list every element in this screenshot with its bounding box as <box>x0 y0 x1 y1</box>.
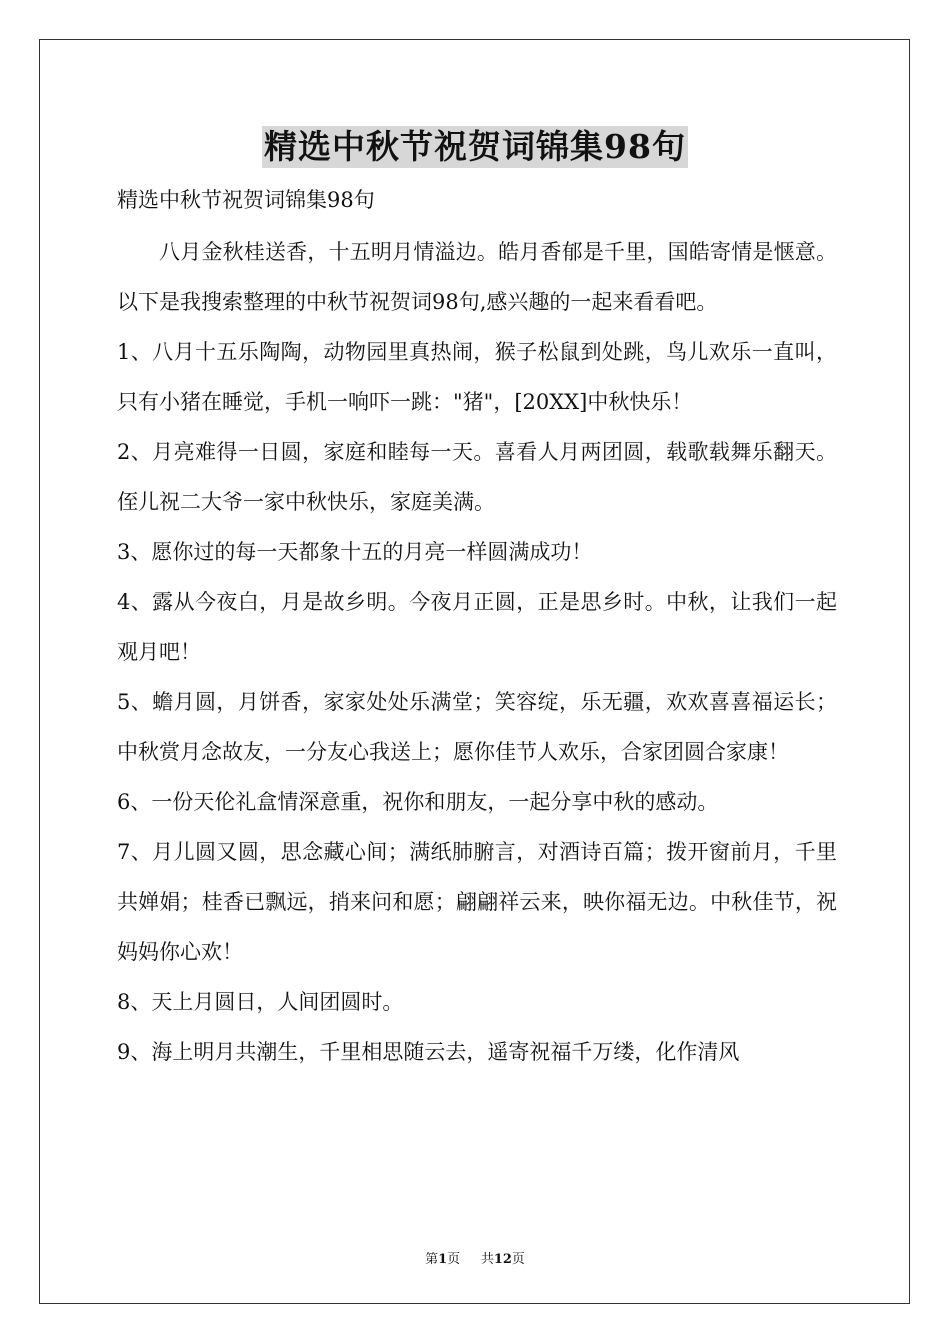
list-item: 5、蟾月圆，月饼香，家家处处乐满堂；笑容绽，乐无疆，欢欢喜喜福运长；中秋赏月念故友，一分友心我送上；愿你佳节人欢乐，合家团圆合家康！ <box>117 690 837 764</box>
list-item: 8、天上月圆日，人间团圆时。 <box>117 990 404 1014</box>
title-container <box>0 126 950 168</box>
list-item: 7、月儿圆又圆，思念藏心间；满纸肺腑言，对酒诗百篇；拨开窗前月，千里共婵娟；桂香已飘远，捎来问和愿；翩翩祥云来，映你福无边。中秋佳节，祝妈妈你心欢！ <box>117 840 837 964</box>
total-prefix: 共 <box>480 1252 494 1267</box>
list-item: 3、愿你过的每一天都象十五的月亮一样圆满成功！ <box>117 540 593 564</box>
page-prefix: 第 <box>425 1252 439 1267</box>
list-item: 4、露从今夜白，月是故乡明。今夜月正圆，正是思乡时。中秋，让我们一起观月吧！ <box>117 590 837 664</box>
page-footer <box>0 1248 950 1267</box>
list-item: 2、月亮难得一日圆，家庭和睦每一天。喜看人月两团圆，载歌载舞乐翻天。侄儿祝二大爷一家中秋快乐，家庭美满。 <box>117 440 837 514</box>
total-unit: 页 <box>511 1252 525 1267</box>
intro-paragraph: 八月金秋桂送香，十五明月情溢边。皓月香郁是千里，国皓寄情是惬意。以下是我搜索整理的中秋节祝贺词98句,感兴趣的一起来看看吧。 <box>117 240 837 314</box>
document-subtitle: 精选中秋节祝贺词锦集98句 <box>117 188 375 212</box>
list-item: 9、海上明月共潮生，千里相思随云去，遥寄祝福千万缕，化作清风 <box>117 1040 740 1064</box>
page-current: 1 <box>438 1252 448 1267</box>
page-unit: 页 <box>447 1252 461 1267</box>
document-body <box>117 182 837 1077</box>
list-item: 6、一份天伦礼盒情深意重，祝你和朋友，一起分享中秋的感动。 <box>117 790 719 814</box>
page-total: 12 <box>493 1252 512 1267</box>
list-item: 1、八月十五乐陶陶，动物园里真热闹，猴子松鼠到处跳，鸟儿欢乐一直叫，只有小猪在睡觉，手机一响吓一跳："猪"，[20XX]中秋快乐！ <box>117 340 837 414</box>
document-title: 精选中秋节祝贺词锦集98句 <box>264 127 686 166</box>
